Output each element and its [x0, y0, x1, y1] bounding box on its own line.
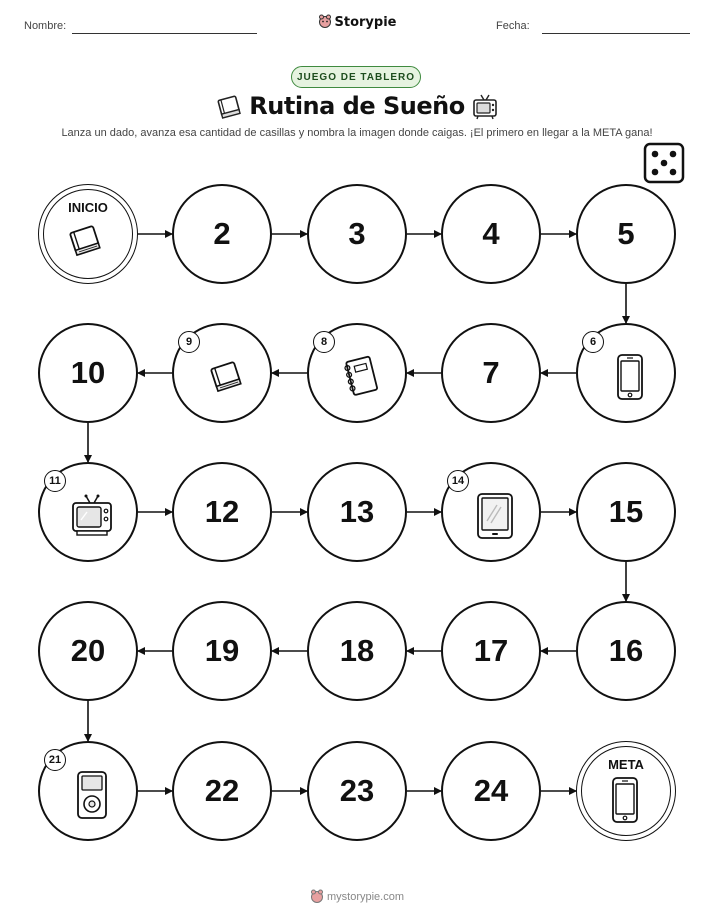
page-title: Rutina de Sueño	[249, 92, 465, 120]
book-icon	[206, 357, 246, 402]
cell-number: 21	[44, 749, 66, 771]
cell-number: 24	[473, 773, 509, 808]
board-cell	[307, 462, 407, 562]
cell-number: 14	[447, 470, 469, 492]
cell-number: 15	[608, 494, 644, 529]
date-label: Fecha:	[496, 20, 530, 32]
start-cell	[38, 184, 138, 284]
cell-number: 16	[608, 633, 644, 668]
phone-icon	[607, 776, 643, 829]
music-player-icon	[74, 770, 110, 825]
board-cell	[307, 601, 407, 701]
game-type-badge: JUEGO DE TABLERO	[291, 66, 421, 88]
board-cell	[307, 323, 407, 423]
cell-number: 11	[44, 470, 66, 492]
notebook-icon	[341, 355, 381, 404]
board-cell	[38, 462, 138, 562]
cell-number: 22	[204, 773, 240, 808]
cell-number: 3	[348, 216, 366, 251]
footer-url[interactable]: mystorypie.com	[326, 891, 405, 903]
cell-number: 5	[617, 216, 635, 251]
brand-name: Storypie	[334, 15, 397, 30]
board-cell	[441, 741, 541, 841]
board-cell	[172, 323, 272, 423]
cell-number: 12	[204, 494, 240, 529]
cell-number: 6	[582, 331, 604, 353]
board-cell	[576, 184, 676, 284]
board-cell	[38, 323, 138, 423]
cell-number: 4	[482, 216, 500, 251]
board-cell	[172, 741, 272, 841]
name-label: Nombre:	[24, 20, 67, 32]
cell-number: 18	[339, 633, 375, 668]
board-cell	[441, 462, 541, 562]
board-cell	[307, 741, 407, 841]
cell-number: 2	[213, 216, 231, 251]
cell-number: 20	[70, 633, 106, 668]
board-cell	[576, 323, 676, 423]
footer	[0, 889, 714, 903]
tablet-icon	[475, 491, 515, 546]
cell-caption: INICIO	[68, 200, 108, 215]
instructions: Lanza un dado, avanza esa cantidad de casillas y nombra la imagen donde caigas. ¡El primero en llegar a la META gana!	[61, 127, 653, 139]
cell-number: 19	[204, 633, 240, 668]
board-cell	[441, 601, 541, 701]
board-cell	[172, 184, 272, 284]
finish-cell	[576, 741, 676, 841]
board-cell	[38, 601, 138, 701]
cell-number: 23	[339, 773, 375, 808]
board-cell	[172, 601, 272, 701]
board-cell	[441, 184, 541, 284]
board-cell	[38, 741, 138, 841]
board-cell	[172, 462, 272, 562]
board-cell	[441, 323, 541, 423]
cell-number: 7	[482, 355, 500, 390]
board-cell	[576, 601, 676, 701]
board-cell	[576, 462, 676, 562]
cell-number: 13	[339, 494, 375, 529]
book-icon	[65, 221, 105, 266]
tv-icon	[68, 492, 116, 545]
phone-icon	[612, 353, 648, 406]
board-cell	[307, 184, 407, 284]
cell-number: 9	[178, 331, 200, 353]
storypie-logo-icon	[310, 889, 324, 903]
cell-number: 10	[70, 355, 106, 390]
cell-number: 8	[313, 331, 335, 353]
cell-caption: META	[608, 757, 644, 772]
cell-number: 17	[473, 633, 509, 668]
